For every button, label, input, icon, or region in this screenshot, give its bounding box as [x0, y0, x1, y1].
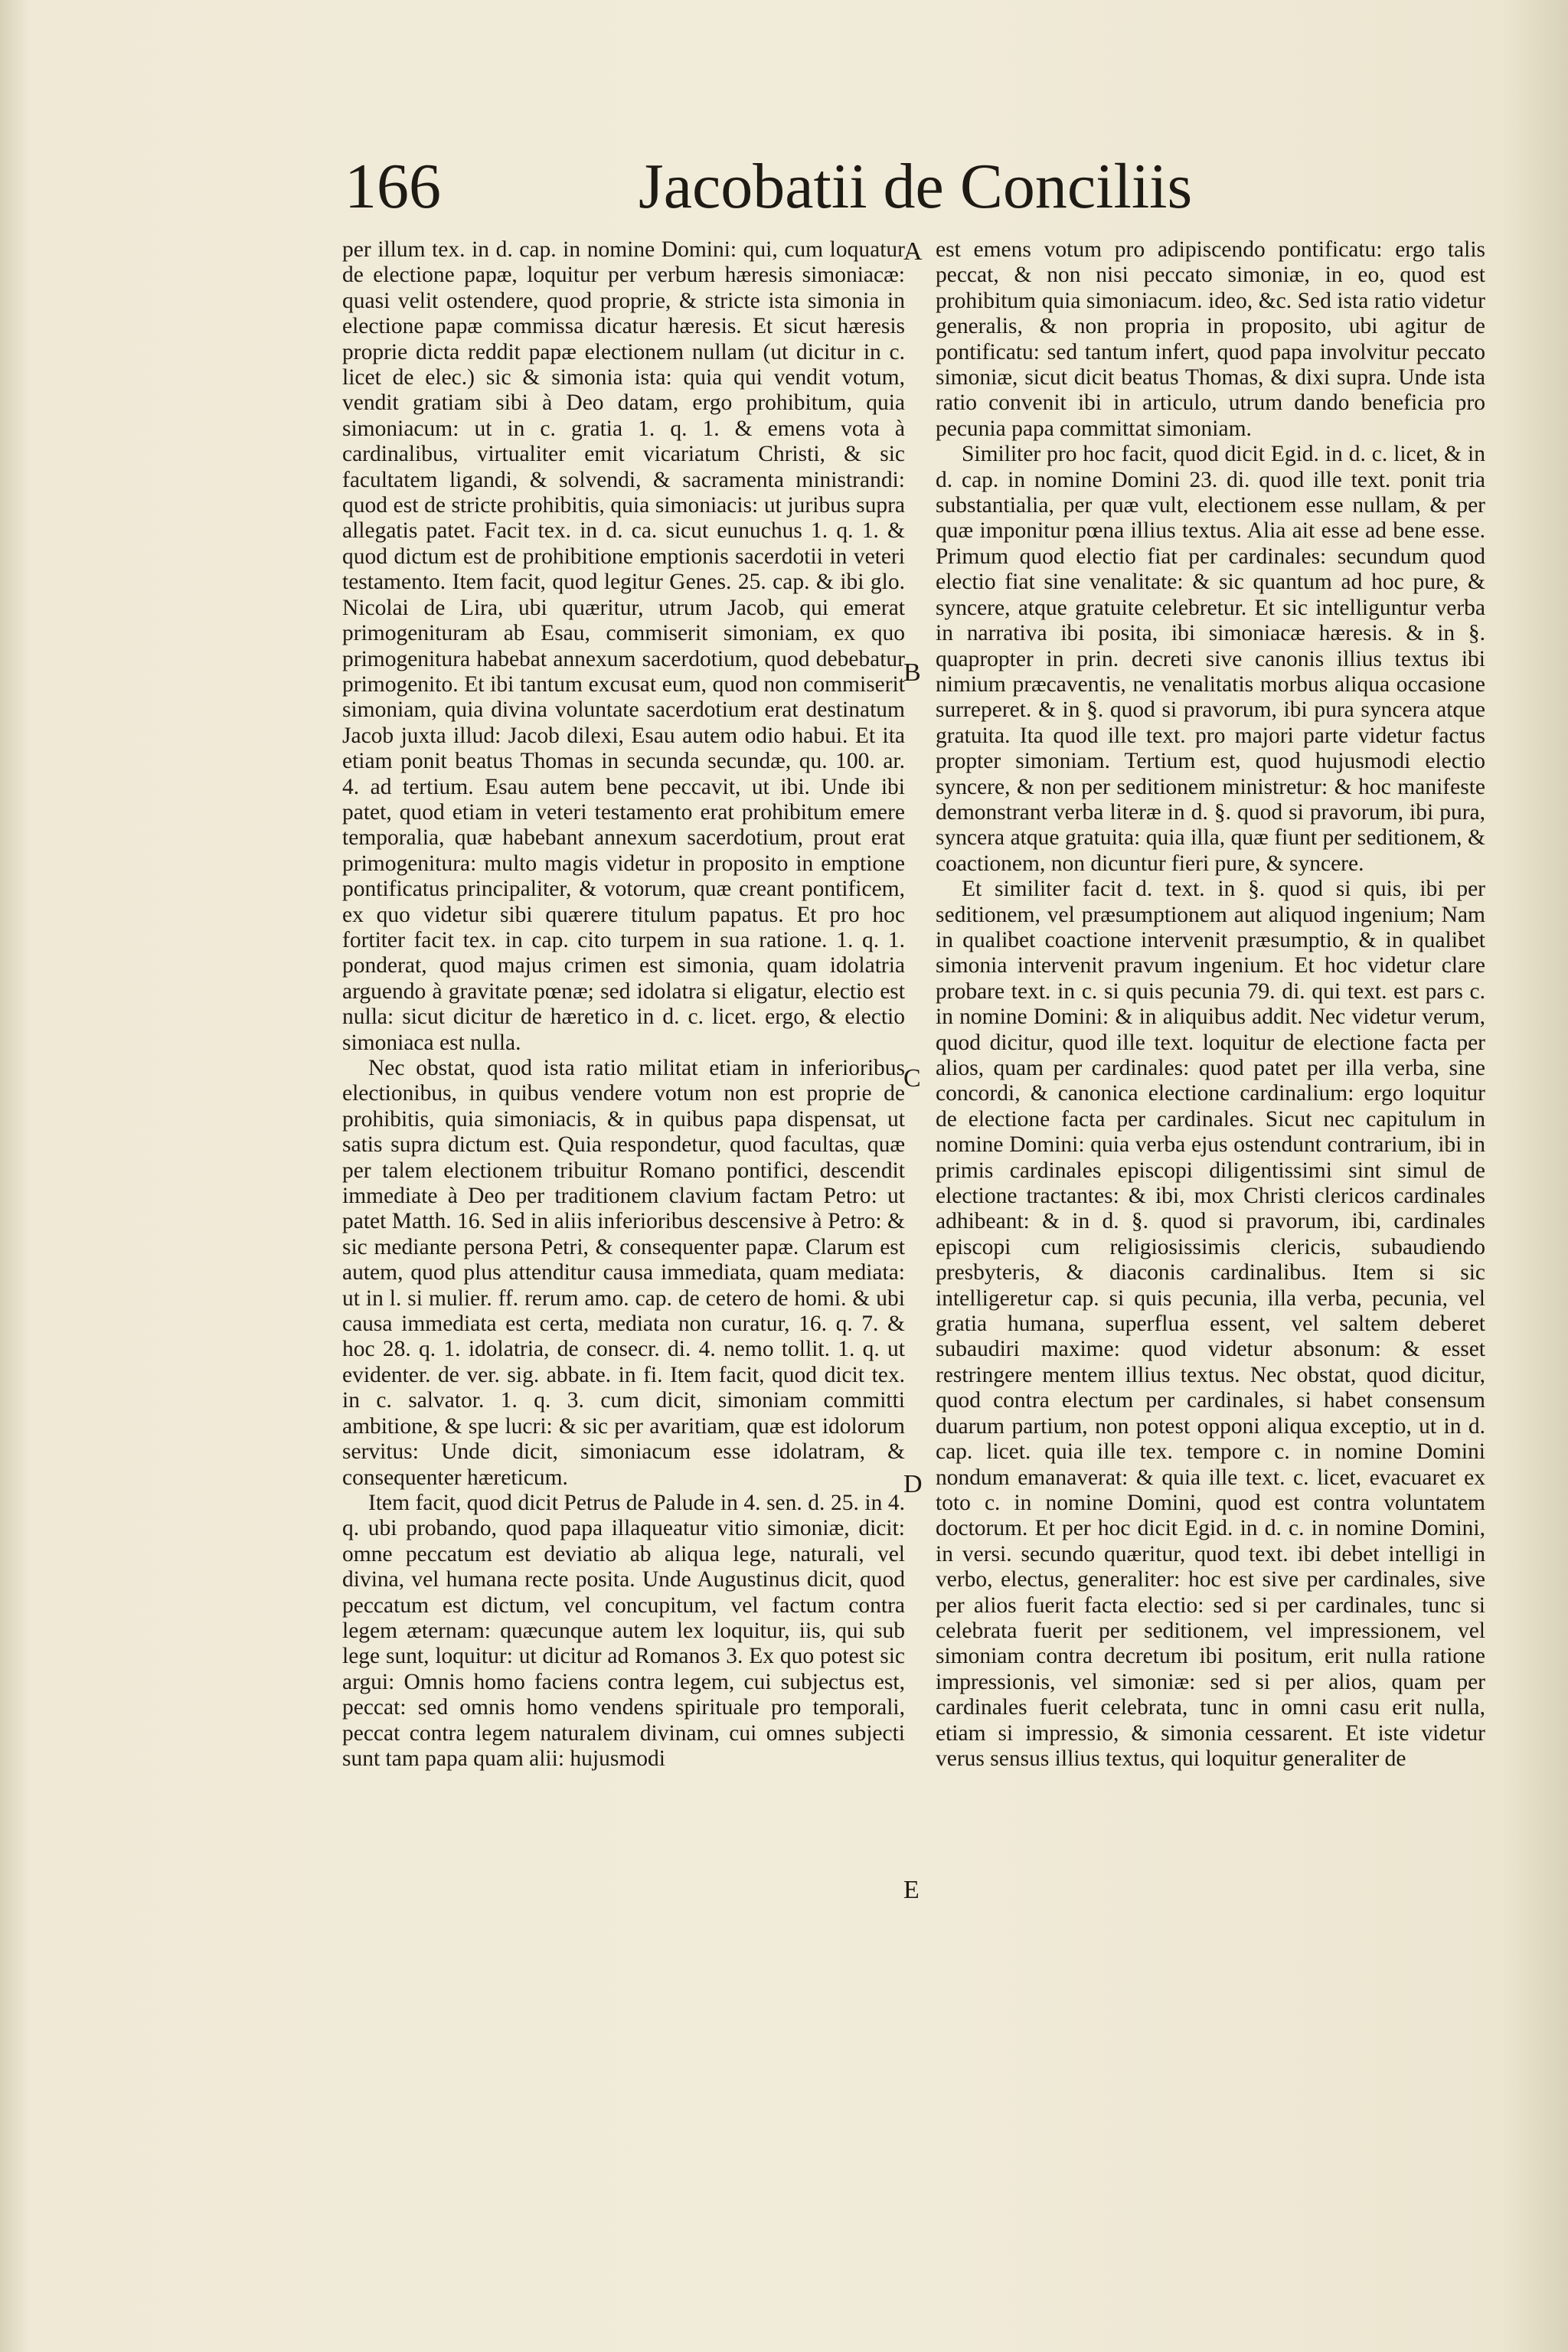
left-paragraph: per illum tex. in d. cap. in nomine Domini: qui, cum loquatur de electione papæ, loquitur per verbum hæresis simoniacæ: quasi velit ostendere, quod proprie, & stricte ista simonia in electione papæ commissa dicatur hæresis. Et sicut hæresis proprie dicta reddit papæ electionem nullam (ut dicitur in c. licet de elec.) sic & simonia ista: quia qui vendit votum, vendit gratiam sibi à Deo datam, ergo prohibitum, quia simoniacum: ut in c. gratia 1. q. 1. & emens vota à cardinalibus, virtualiter emit vicariatum Christi, & sic facultatem ligandi, & solvendi, & sacramenta ministrandi: quod est de stricte prohibitis, quia simoniacis: ut juribus supra allegatis patet. Facit tex. in d. ca. sicut eunuchus 1. q. 1. & quod dictum est de prohibitione emptionis sacerdotii in veteri testamento. Item facit, quod legitur Genes. 25. cap. & ibi glo. Nicolai de Lira, ubi quæritur, utrum Jacob, qui emerat primogenituram ab Esau, commiserit simoniam, ex quo primogenitura habebat annexum sacerdotium, quod debebatur primogenito. Et ibi tantum excusat eum, quod non commiserit simoniam, quia divina voluntate sacerdotium erat destinatum Jacob juxta illud: Jacob dilexi, Esau autem odio habui. Et ita etiam ponit beatus Thomas in secunda secundæ, qu. 100. ar. 4. ad tertium. Esau autem bene peccavit, ut ibi. Unde ibi patet, quod etiam in veteri testamento erat prohibitum emere temporalia, quæ habebant annexum sacerdotium, prout erat primogenitura: multo magis videtur in proposito in emptione pontificatus principaliter, & votorum, quæ creant pontificem, ex quo videtur sibi quærere titulum papatus. Et pro hoc fortiter facit tex. in cap. cito turpem in sua ratione. 1. q. 1. ponderat, quod majus crimen est simonia, quam idolatria arguendo à gravitate pœnæ; sed idolatra si eligatur, electio est nulla: sicut dicitur de hæretico in d. c. licet. ergo, & electio simoniaca est nulla. [342, 237, 905, 1055]
right-paragraph: est emens votum pro adipiscendo pontificatu: ergo talis peccat, & non nisi peccato simoniæ, in eo, quod est prohibitum quia simoniacum. ideo, &c. Sed ista ratio videtur generalis, & non propria in proposito, ubi agitur de pontificatu: sed tantum infert, quod papa involvitur peccato simoniæ, sicut dicit beatus Thomas, & dixi supra. Unde ista ratio convenit ibi in articulo, utrum dando beneficia pro pecunia papa committat simoniam. [936, 237, 1485, 441]
margin-letter-b: B [903, 658, 921, 687]
margin-letter-a: A [903, 237, 923, 266]
page-number: 166 [345, 151, 441, 222]
left-paragraph: Item facit, quod dicit Petrus de Palude in 4. sen. d. 25. in 4. q. ubi probando, quod papa illaqueatur vitio simoniæ, dicit: omne peccatum est deviatio ab aliqua lege, naturali, vel divina, vel humana recte posita. Unde Augustinus dicit, quod peccatum est dictum, vel concupitum, vel factum contra legem æternam: quæcunque autem lex loquitur, iis, qui sub lege sunt, loquitur: ut dicitur ad Romanos 3. Ex quo potest sic argui: Omnis homo faciens contra legem, cui subjectus est, peccat: sed omnis homo vendens spirituale pro temporali, peccat contra legem naturalem divinam, cui omnes subjecti sunt tam papa quam alii: hujusmodi [342, 1490, 905, 1771]
left-paragraph: Nec obstat, quod ista ratio militat etiam in inferioribus electionibus, in quibus vendere votum non est proprie de prohibitis, quia simoniacis, & in quibus papa dispensat, ut satis supra dictum est. Quia respondetur, quod facultas, quæ per talem electionem tribuitur Romano pontifici, descendit immediate à Deo per traditionem clavium factam Petro: ut patet Matth. 16. Sed in aliis inferioribus descensive à Petro: & sic mediante persona Petri, & consequenter papæ. Clarum est autem, quod plus attenditur causa immediata, quam mediata: ut in l. si mulier. ff. rerum amo. cap. de cetero de homi. & ubi causa immediata est certa, mediata non curatur, 16. q. 7. & hoc 28. q. 1. idolatria, de consecr. di. 4. nemo tollit. 1. q. ut evidenter. de ver. sig. abbate. in fi. Item facit, quod dicit tex. in c. salvator. 1. q. 3. cum dicit, simoniam committi ambitione, & spe lucri: & sic per avaritiam, quæ est idolorum servitus: Unde dicit, simoniacum esse idolatram, & consequenter hæreticum. [342, 1056, 905, 1490]
running-title: Jacobatii de Conciliis [639, 151, 1193, 222]
margin-letter-c: C [903, 1064, 921, 1093]
right-paragraph: Et similiter facit d. text. in §. quod si quis, ibi per seditionem, vel præsumptionem aut aliquod ingenium; Nam in qualibet coactione intervenit præsumptio, & in qualibet simonia intervenit pravum ingenium. Et hoc videtur clare probare text. in c. si quis pecunia 79. di. qui text. est pars c. in nomine Domini: & in aliquibus addit. Nec videtur verum, quod dicitur, quod ille text. loquitur de electione facta per alios, quam per cardinales: quod patet per illa verba, sine concordi, & canonica electione cardinalium: ergo loquitur de electione facta per cardinales. Sicut nec capitulum in nomine Domini: quia verba ejus ostendunt contrarium, ibi in primis cardinales episcopi diligentissimi sint simul de electione tractantes: & ibi, mox Christi clericos cardinales adhibeant: & in d. §. quod si pravorum, ibi, cardinales episcopi cum religiosissimis clericis, subaudiendo presbyteris, & diaconis cardinalibus. Item si sic intelligeretur cap. si quis pecunia, illa verba, pecunia, vel gratia humana, superflua essent, vel saltem deberet subaudiri maxime: quod videtur absonum: & esset restringere mentem illius textus. Nec obstat, quod dicitur, quod contra electum per cardinales, si habet consensum duarum partium, non potest opponi aliqua exceptio, ut in d. cap. licet. quia ille tex. tempore c. in nomine Domini nondum emanaverat: & quia ille text. c. licet, evacuaret ex toto c. in nomine Domini, quod est contra voluntatem doctorum. Et per hoc dicit Egid. in d. c. in nomine Domini, in versi. secundo quæritur, quod text. ibi debet intelligi in verbo, electus, generaliter: hoc est sive per cardinales, sive per alios fuerit facta electio: sed si per cardinales, tunc si celebrata fuerit per seditionem, vel impressionem, vel simoniam contra decretum ibi positum, erit nulla ratione impressionis, vel simoniæ: sed si per alios, quam per cardinales fuerit celebrata, tunc in omni casu erit nulla, etiam si impressio, & simonia cessarent. Et iste videtur verus sensus illius textus, qui loquitur generaliter de [936, 877, 1485, 1771]
right-paragraph: Similiter pro hoc facit, quod dicit Egid. in d. c. licet, & in d. cap. in nomine Domini 23. di. quod ille text. ponit tria substantialia, per quæ vult, electionem esse nullam, & per quæ imponitur pœna illius textus. Alia ait esse ad bene esse. Primum quod electio fiat per cardinales: secundum quod electio fiat sine venalitate: & sic quantum ad hoc pure, & syncere, atque gratuite celebretur. Et sic intelliguntur verba in narrativa ibi posita, ibi simoniacæ hæresis. & in §. quapropter in prin. decreti sive canonis illius textus ibi nimium præcaventis, ne venalitatis morbus aliqua occasione surreperet. & in §. quod si pravorum, ibi pura syncera atque gratuita. Ita quod ille text. pro majori parte videtur factus propter simoniam. Tertium est, quod hujusmodi electio syncere, & non per seditionem ministretur: & hoc manifeste demonstrant verba literæ in d. §. quod si pravorum, ibi pura, syncera atque gratuita: quia illa, quæ fiunt per seditionem, & coactionem, non dicuntur fieri pure, & syncere. [936, 442, 1485, 876]
right-column [936, 237, 1485, 1772]
left-column [342, 237, 905, 1772]
margin-letter-d: D [903, 1470, 923, 1498]
margin-letter-e: E [903, 1876, 920, 1904]
